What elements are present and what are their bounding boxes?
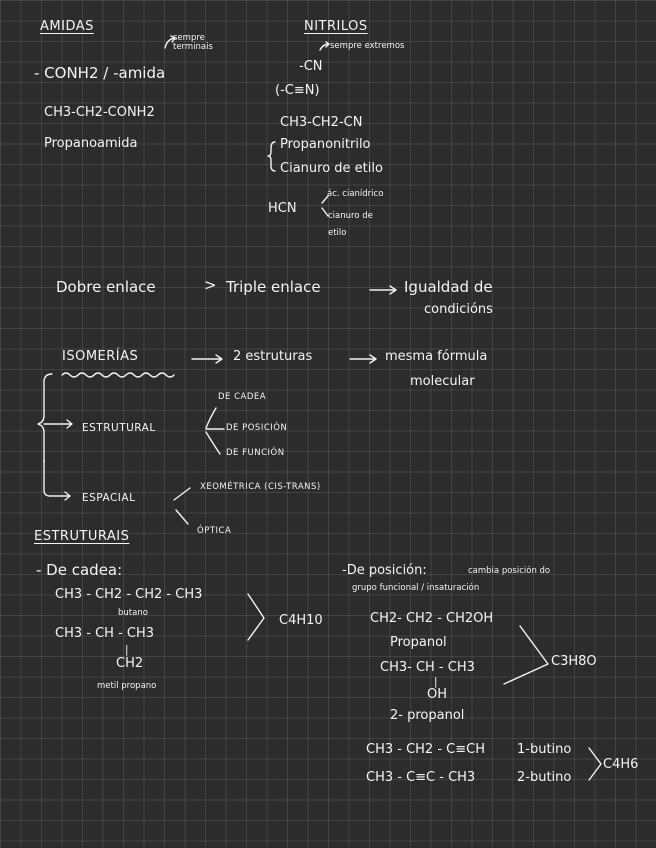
hcn-name1: ác. cianídrico xyxy=(327,189,384,199)
posicion-name1: Propanol xyxy=(390,635,447,650)
isomerias-arrow2 xyxy=(350,355,376,363)
estrutural-label: ESTRUTURAL xyxy=(82,422,156,434)
isomerias-title: ISOMERÍAS xyxy=(62,349,139,364)
amidas-note: sempre terminais xyxy=(173,33,213,52)
posicion-heading: -De posición: xyxy=(342,563,427,578)
alkyne1-formula: CH3 - CH2 - C≡CH xyxy=(366,742,485,757)
posicion-formula1: CH2- CH2 - CH2OH xyxy=(370,611,494,626)
cadea-formula2: CH3 - CH - CH3 xyxy=(55,626,155,641)
cadea-name2: metil propano xyxy=(97,681,157,691)
compare-arrow xyxy=(370,286,396,294)
amidas-group: - CONH2 / -amida xyxy=(34,64,166,82)
nitrilos-formula: CH3-CH2-CN xyxy=(280,115,363,130)
isomerias-def3: molecular xyxy=(410,374,475,389)
compare-right1: Igualdad de xyxy=(404,278,493,296)
estruturais-title: ESTRUTURAIS xyxy=(34,529,130,544)
posicion-name2: 2- propanol xyxy=(390,708,465,723)
compare-gt: > xyxy=(204,276,217,294)
posicion-desc2: grupo funcional / insaturación xyxy=(352,583,480,593)
posicion-branch-bond: | xyxy=(434,676,438,688)
de-cadea-label: DE CADEA xyxy=(218,392,267,402)
alkyne1-name: 1-butino xyxy=(517,742,572,757)
espacial-label: ESPACIAL xyxy=(82,492,136,504)
compare-right2: condicións xyxy=(424,302,493,317)
posicion-branch: OH xyxy=(427,687,448,702)
posicion-formula2: CH3- CH - CH3 xyxy=(380,660,475,675)
cadea-result: C4H10 xyxy=(279,613,323,628)
estrutural-arrow xyxy=(44,420,72,428)
alkyne-result-bracket xyxy=(589,748,601,780)
branch-optica xyxy=(176,510,188,524)
isomerias-def1: 2 estruturas xyxy=(233,349,313,364)
alkyne-result: C4H6 xyxy=(603,757,639,772)
optica-label: ÓPTICA xyxy=(197,526,232,536)
de-funcion-label: DE FUNCIÓN xyxy=(226,448,285,458)
posicion-result1: C3H8O xyxy=(551,654,597,669)
hcn-formula: HCN xyxy=(268,201,297,216)
compare-middle: Triple enlace xyxy=(226,278,321,296)
cadea-heading: - De cadea: xyxy=(36,561,123,579)
branch-xeometrica xyxy=(174,488,190,500)
isomerias-brace xyxy=(38,374,52,462)
nitrilo-names-brace xyxy=(268,142,275,171)
nitrilos-title: NITRILOS xyxy=(304,19,368,34)
cadea-formula1: CH3 - CH2 - CH2 - CH3 xyxy=(55,587,203,602)
nitrilos-group-alt: (-C≡N) xyxy=(275,83,320,98)
amidas-formula: CH3-CH2-CONH2 xyxy=(44,105,155,120)
posicion-desc1: cambia posición do xyxy=(468,566,551,576)
nitrilos-name1: Propanonitrilo xyxy=(280,137,371,152)
xeometrica-label: XEOMÉTRICA (CIS-TRANS) xyxy=(200,482,321,492)
cadea-result-bracket xyxy=(248,594,264,640)
cadea-branch: CH2 xyxy=(116,656,144,671)
amidas-name: Propanoamida xyxy=(44,136,138,151)
hcn-name3: etilo xyxy=(328,228,347,238)
hcn-name2: cianuro de xyxy=(328,211,373,221)
posicion-result-bracket xyxy=(504,626,548,684)
branch-funcion xyxy=(206,432,220,454)
compare-left: Dobre enlace xyxy=(56,278,156,296)
branch-cadea xyxy=(206,408,216,428)
isomerias-def2: mesma fórmula xyxy=(385,349,488,364)
amidas-title: AMIDAS xyxy=(40,19,94,34)
alkyne2-formula: CH3 - C≡C - CH3 xyxy=(366,770,476,785)
nitrilos-note-arrow xyxy=(320,42,329,50)
cadea-branch-bond: | xyxy=(125,644,129,656)
nitrilos-name2: Cianuro de etilo xyxy=(280,161,383,176)
alkyne2-name: 2-butino xyxy=(517,770,572,785)
espacial-arrow xyxy=(44,460,70,500)
isomerias-underline xyxy=(62,373,174,377)
cadea-name1: butano xyxy=(118,608,148,618)
nitrilos-note: sempre extremos xyxy=(330,41,405,51)
nitrilos-group: -CN xyxy=(299,59,323,74)
isomerias-arrow1 xyxy=(192,355,222,363)
de-posicion-label: DE POSICIÓN xyxy=(226,423,288,433)
